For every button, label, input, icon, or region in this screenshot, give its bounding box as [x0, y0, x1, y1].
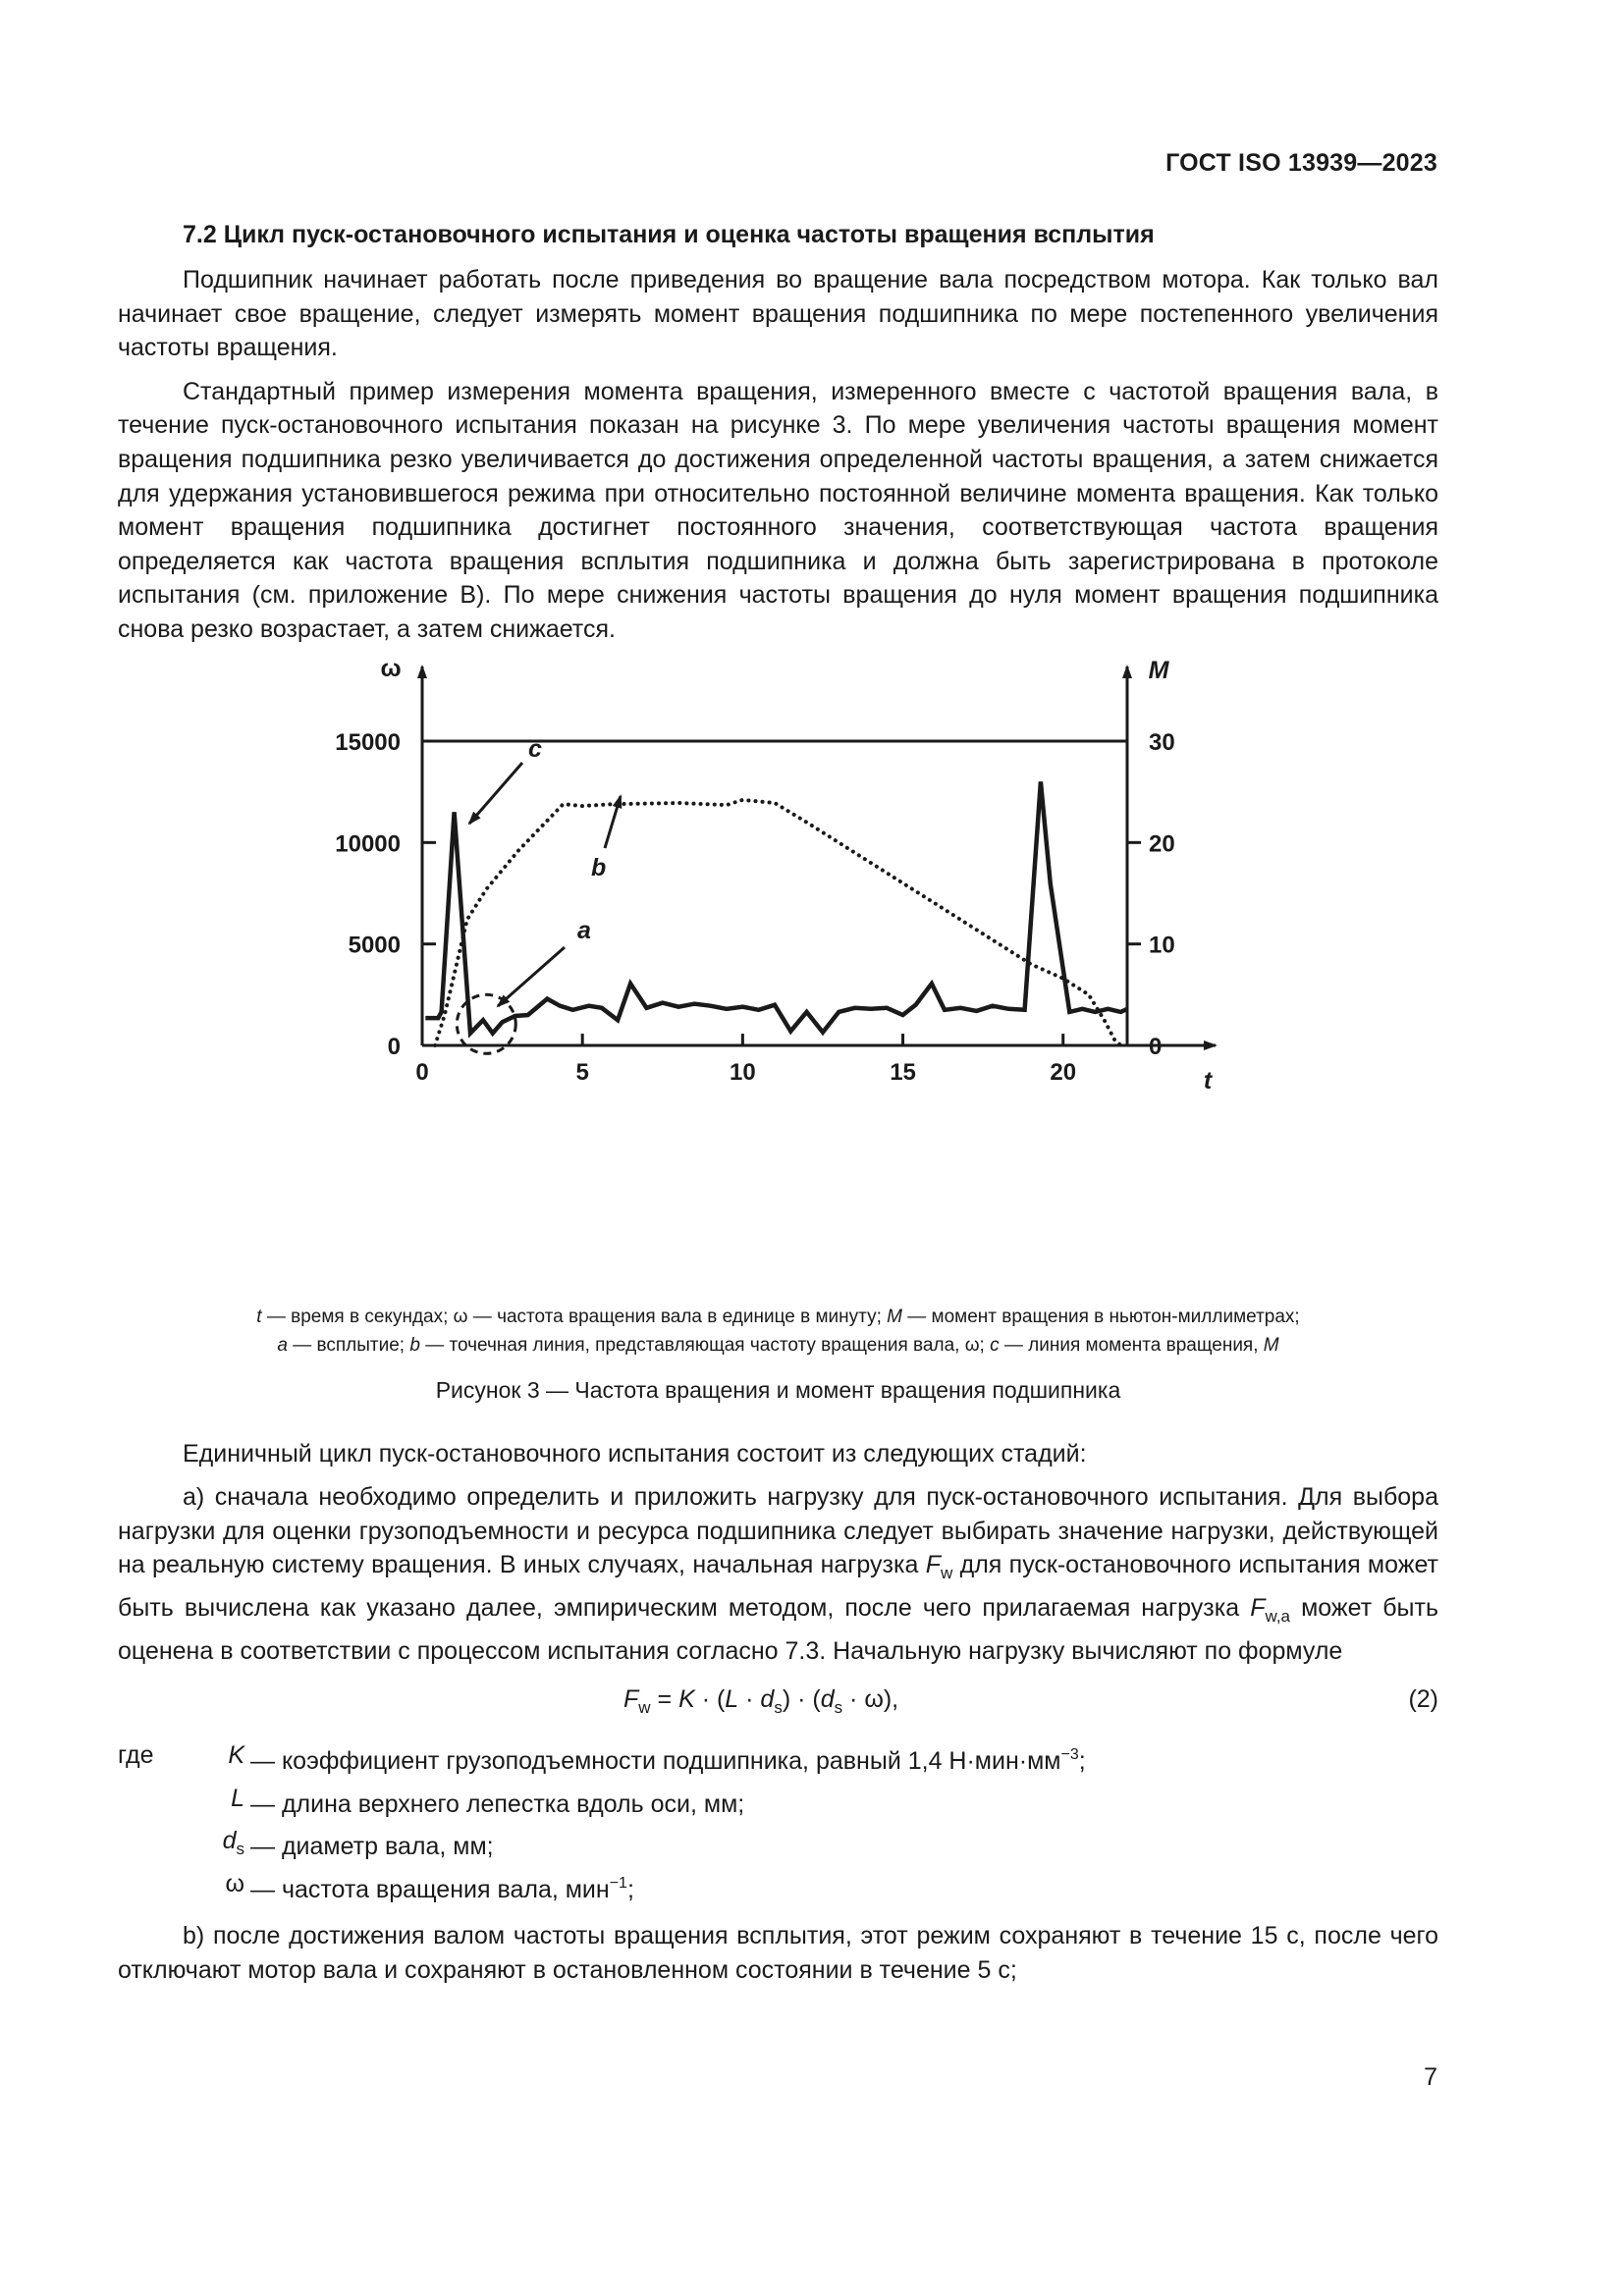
step-a-text: может быть оценена в соответствии с процессом испытания согласно 7.3. Начальную нагрузку вычисляют по формуле — [118, 1593, 1438, 1665]
definition-symbol: $d_s$ — [222, 1827, 244, 1859]
definition-text: — частота вращения вала, мин$^{-1}$; — [250, 1874, 634, 1903]
legend-text: — линия момента вращения, — [999, 1334, 1264, 1356]
formula-symbol: L — [725, 1685, 739, 1714]
legend-symbol-t: t — [256, 1306, 262, 1327]
y-right-tick-label: 10 — [1149, 932, 1175, 959]
formula-text: = — [650, 1685, 679, 1714]
formula-symbol: d — [760, 1685, 775, 1714]
formula-symbol: K — [678, 1685, 695, 1714]
legend-symbol-c: c — [990, 1334, 1000, 1356]
formula-text: · — [738, 1685, 761, 1714]
subscript: w,a — [1265, 1606, 1291, 1626]
y-left-axis-label: ω — [380, 656, 402, 682]
legend-text: — точечная линия, представляющая частоту вращения вала, ω; — [419, 1334, 991, 1356]
y-left-tick-label: 15000 — [335, 728, 401, 756]
page-content — [118, 221, 1438, 1998]
definitions-lead: где — [118, 1741, 154, 1770]
y-right-tick-label: 0 — [1149, 1033, 1163, 1060]
formula-row — [118, 1678, 1438, 1731]
legend-symbol-b: b — [409, 1334, 420, 1356]
symbol-f: F — [925, 1551, 942, 1579]
tick-labels — [335, 657, 1214, 1095]
formula — [623, 1685, 898, 1718]
definition-row — [118, 1867, 1438, 1910]
y-right-tick-label: 30 — [1149, 728, 1175, 756]
annotation-c-arrow — [469, 763, 522, 824]
figure-caption: Рисунок 3 — Частота вращения и момент вращения подшипника — [435, 1376, 1121, 1403]
document-code: ГОСТ ISO 13939—2023 — [1165, 149, 1437, 177]
annotation-b-label: b — [591, 853, 607, 881]
definition-symbol: ω — [225, 1869, 244, 1897]
figure-legend — [118, 1303, 1438, 1360]
legend-symbol-omega: ω — [453, 1306, 468, 1327]
x-axis-label: t — [1203, 1066, 1213, 1095]
legend-text: — частота вращения вала в единице в минуту; — [467, 1306, 888, 1327]
formula-number: (2) — [1408, 1685, 1438, 1714]
x-tick-label: 20 — [1050, 1058, 1077, 1086]
definition-text: — диаметр вала, мм; — [250, 1833, 494, 1861]
symbol-f: F — [1250, 1593, 1266, 1622]
formula-text: ) · ( — [782, 1685, 821, 1714]
page-number: 7 — [1424, 2063, 1437, 2091]
y-right-tick-label: 20 — [1149, 829, 1175, 857]
step-a-text: для пуск-остановочного испытания может быть вычислена как указано далее, эмпирическим методом, после чего прилагаемая нагрузка — [118, 1551, 1438, 1622]
y-left-tick-label: 5000 — [348, 932, 401, 959]
formula-subscript: s — [774, 1698, 783, 1718]
definition-symbol: K — [228, 1741, 244, 1770]
definition-text: — коэффициент грузоподъемности подшипника, равный 1,4 $Н\cdot мин\cdot мм^{-3}$; — [250, 1746, 1086, 1776]
paragraph: Единичный цикл пуск-остановочного испытания состоит из следующих стадий: — [183, 1439, 1087, 1468]
legend-line-2 — [118, 1331, 1438, 1360]
step-a-text: а) сначала необходимо определить и приложить нагрузку для пуск-остановочного испытания. Для выбора нагрузки для оценки грузоподъемности и ресурса подшипника следует выбирать значение нагрузки, действующей на реальную систему вращения. В иных случаях, начальная нагрузка — [118, 1483, 1438, 1579]
paragraph: Подшипник начинает работать после приведения во вращение вала посредством мотора. Как только вал начинает свое вращение, следует измерять момент вращения подшипника по мере постепенного увеличения частоты вращения. — [118, 266, 1438, 362]
legend-text: — момент вращения в ньютон-миллиметрах; — [901, 1306, 1300, 1327]
definition-row — [118, 1782, 1438, 1825]
legend-symbol-m: M — [1263, 1334, 1279, 1356]
formula-subscript: w — [638, 1698, 651, 1718]
annotation-a-arrow — [498, 947, 565, 1006]
section-title: 7.2 Цикл пуск-остановочного испытания и оценка частоты вращения всплытия — [183, 221, 1155, 248]
paragraph: Стандартный пример измерения момента вращения, измеренного вместе с частотой вращения вала, в течение пуск-остановочного испытания показан на рисунке 3. По мере увеличения частоты вращения момент вращения подшипника резко увеличивается до достижения определенной частоты вращения, а затем снижается для удержания установившегося режима при относительно постоянной величине момента вращения. Как только момент вращения подшипника достигнет постоянного значения, соответствующая частота вращения определяется как частота вращения всплытия подшипника и должна быть зарегистрирована в протоколе испытания (см. приложение В). По мере снижения частоты вращения до нуля момент вращения подшипника снова резко возрастает, а затем снижается. — [118, 377, 1438, 643]
y-left-tick-label: 0 — [387, 1033, 401, 1060]
x-tick-label: 5 — [575, 1058, 589, 1086]
step-a — [118, 1480, 1438, 1668]
legend-text: — всплытие; — [287, 1334, 410, 1356]
definition-text: — длина верхнего лепестка вдоль оси, мм; — [250, 1789, 745, 1818]
series — [425, 781, 1127, 1045]
definition-row — [118, 1824, 1438, 1867]
axes — [422, 667, 1216, 1045]
annotation-a-label: a — [577, 916, 591, 944]
series-c-line — [425, 781, 1127, 1033]
y-left-tick-label: 10000 — [335, 829, 401, 857]
formula-subscript: s — [834, 1698, 843, 1718]
legend-symbol-a: a — [277, 1334, 288, 1356]
legend-symbol-m: M — [887, 1306, 902, 1327]
legend-line-1 — [256, 1307, 1299, 1327]
figure-3 — [118, 657, 1438, 1295]
formula-symbol: F — [623, 1685, 639, 1714]
formula-text: · ω), — [842, 1685, 899, 1714]
definitions — [118, 1738, 1438, 1909]
legend-text: — время в секундах; — [261, 1306, 454, 1327]
definition-row — [118, 1738, 1438, 1782]
step-b: b) после достижения валом частоты вращения всплытия, этот режим сохраняют в течение 15 с, после чего отключают мотор вала и сохраняют в остановленном состоянии в течение 5 с; — [118, 1922, 1438, 1985]
annotation-b-arrow — [605, 796, 621, 848]
definition-symbol: L — [231, 1784, 244, 1812]
x-tick-label: 0 — [415, 1058, 429, 1086]
subscript: w — [941, 1564, 953, 1583]
formula-text: · ( — [694, 1685, 726, 1714]
formula-symbol: d — [820, 1685, 835, 1714]
x-tick-label: 10 — [730, 1058, 756, 1086]
annotation-c-label: c — [528, 734, 542, 763]
chart — [118, 657, 1438, 1295]
x-tick-label: 15 — [890, 1058, 916, 1086]
y-right-axis-label: M — [1148, 656, 1169, 684]
